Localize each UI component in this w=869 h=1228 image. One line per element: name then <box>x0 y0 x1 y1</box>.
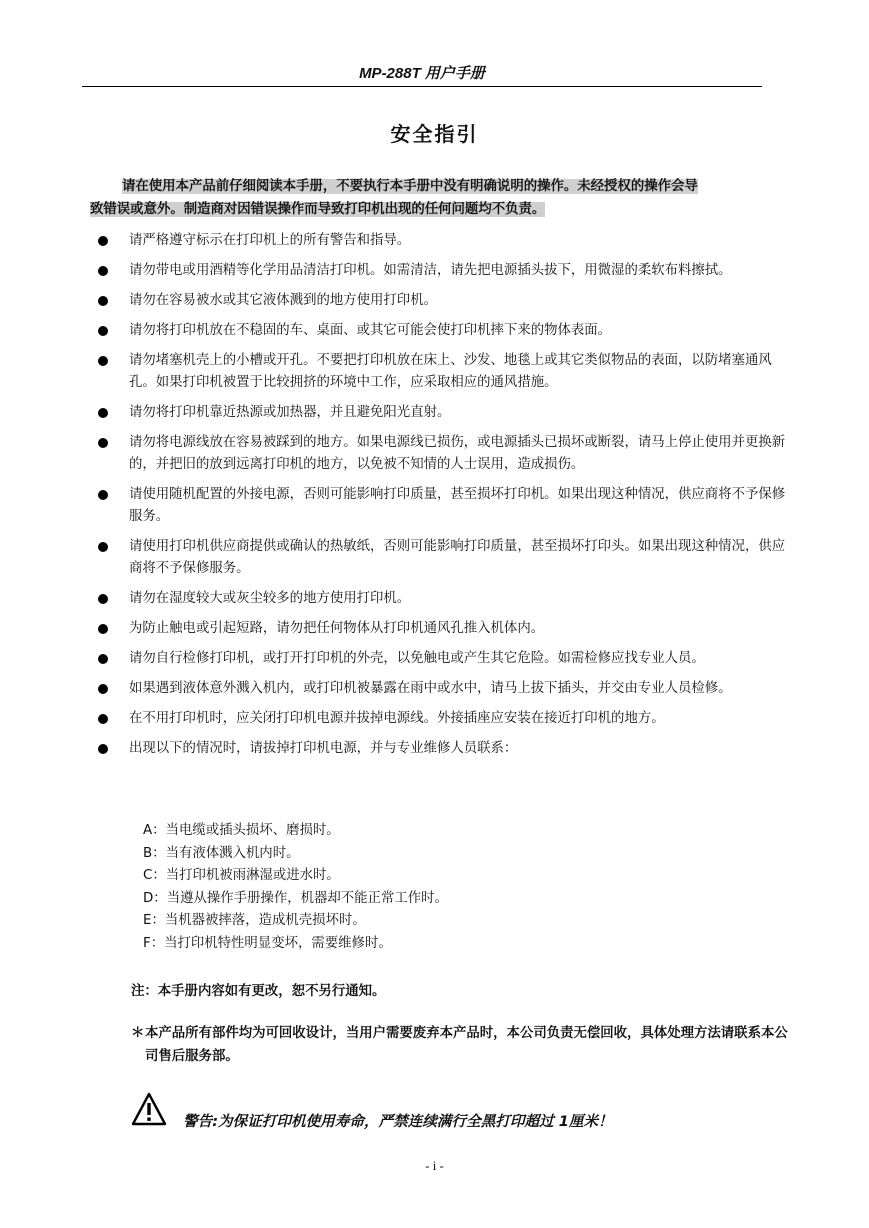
recycling-text: 本产品所有部件均为可回收设计，当用户需要废弃本产品时，本公司负责无偿回收，具体处理方法请联系本公司售后服务部。 <box>145 1026 788 1064</box>
warning-triangle-icon <box>131 1092 167 1126</box>
list-item: 请使用随机配置的外接电源，否则可能影响打印质量，甚至损坏打印机。如果出现这种情况，供应商将不予保修服务。 <box>98 484 788 528</box>
condition-item: E：当机器被摔落，造成机壳损坏时。 <box>143 913 366 929</box>
bullet-icon <box>98 684 108 694</box>
bullet-icon <box>98 542 108 552</box>
bullet-icon <box>98 654 108 664</box>
bullet-icon <box>98 356 108 366</box>
condition-item: C：当打印机被雨淋湿或进水时。 <box>143 868 340 884</box>
bullet-icon <box>98 408 108 418</box>
bullet-icon <box>98 594 108 604</box>
list-item: 请勿在容易被水或其它液体溅到的地方使用打印机。 <box>98 290 788 312</box>
condition-list <box>143 820 448 956</box>
list-item: 在不用打印机时，应关闭打印机电源并拔掉电源线。外接插座应安装在接近打印机的地方。 <box>98 708 788 730</box>
condition-item: F：当打印机特性明显变坏，需要维修时。 <box>143 935 392 951</box>
bullet-icon <box>98 490 108 500</box>
bullet-icon <box>98 714 108 724</box>
list-item: 请勿自行检修打印机，或打开打印机的外壳，以免触电或产生其它危险。如需检修应找专业人员。 <box>98 648 788 670</box>
condition-item: B：当有液体溅入机内时。 <box>143 845 300 861</box>
list-item: 出现以下的情况时，请拔掉打印机电源，并与专业维修人员联系： <box>98 738 788 760</box>
list-item: 请勿将打印机靠近热源或加热器，并且避免阳光直射。 <box>98 402 788 424</box>
recycling-notice <box>131 1022 789 1068</box>
list-item: 请勿将电源线放在容易被踩到的地方。如果电源线已损伤，或电源插头已损坏或断裂，请马上停止使用并更换新的，并把旧的放到远离打印机的地方，以免被不知情的人士误用，造成损伤。 <box>98 432 788 476</box>
bullet-icon <box>98 296 108 306</box>
bullet-icon <box>98 266 108 276</box>
bullet-icon <box>98 438 108 448</box>
list-item: 如果遇到液体意外溅入机内，或打印机被暴露在雨中或水中，请马上拔下插头，并交由专业人员检修。 <box>98 678 788 700</box>
page-number: - i - <box>425 1158 444 1173</box>
list-item: 请勿堵塞机壳上的小槽或开孔。不要把打印机放在床上、沙发、地毯上或其它类似物品的表面，以防堵塞通风孔。如果打印机被置于比较拥挤的环境中工作，应采取相应的通风措施。 <box>98 350 788 394</box>
list-item: 请勿带电或用酒精等化学用品清洁打印机。如需清洁，请先把电源插头拔下，用微湿的柔软布料擦拭。 <box>98 260 788 282</box>
list-item: 请勿在湿度较大或灰尘较多的地方使用打印机。 <box>98 588 788 610</box>
warning-text: 警告:为保证打印机使用寿命，严禁连续满行全黑打印超过 1厘米！ <box>183 1113 613 1130</box>
page-title: 安全指引 <box>390 122 479 146</box>
list-item: 请勿将打印机放在不稳固的车、桌面、或其它可能会使打印机摔下来的物体表面。 <box>98 320 788 342</box>
condition-item: A：当电缆或插头损坏、磨损时。 <box>143 823 340 838</box>
intro-line-2: 致错误或意外。制造商对因错误操作而导致打印机出现的任何问题均不负责。 <box>90 202 546 217</box>
running-header: MP-288T 用户手册 <box>359 65 485 82</box>
condition-item: D：当遵从操作手册操作，机器却不能正常工作时。 <box>143 890 448 906</box>
bullet-icon <box>98 624 108 634</box>
change-notice: 注：本手册内容如有更改，恕不另行通知。 <box>131 984 386 999</box>
list-item: 请严格遵守标示在打印机上的所有警告和指导。 <box>98 230 788 252</box>
asterisk-marker: ＊ <box>131 1026 145 1041</box>
intro-paragraph <box>90 175 787 221</box>
intro-line-1: 请在使用本产品前仔细阅读本手册，不要执行本手册中没有明确说明的操作。未经授权的操作会导 <box>122 179 698 194</box>
list-item: 为防止触电或引起短路，请勿把任何物体从打印机通风孔推入机体内。 <box>98 618 788 640</box>
bullet-icon <box>98 326 108 336</box>
safety-rules-list <box>98 230 788 768</box>
header-divider <box>82 86 762 87</box>
bullet-icon <box>98 236 108 246</box>
list-item: 请使用打印机供应商提供或确认的热敏纸，否则可能影响打印质量，甚至损坏打印头。如果出现这种情况，供应商将不予保修服务。 <box>98 536 788 580</box>
bullet-icon <box>98 744 108 754</box>
